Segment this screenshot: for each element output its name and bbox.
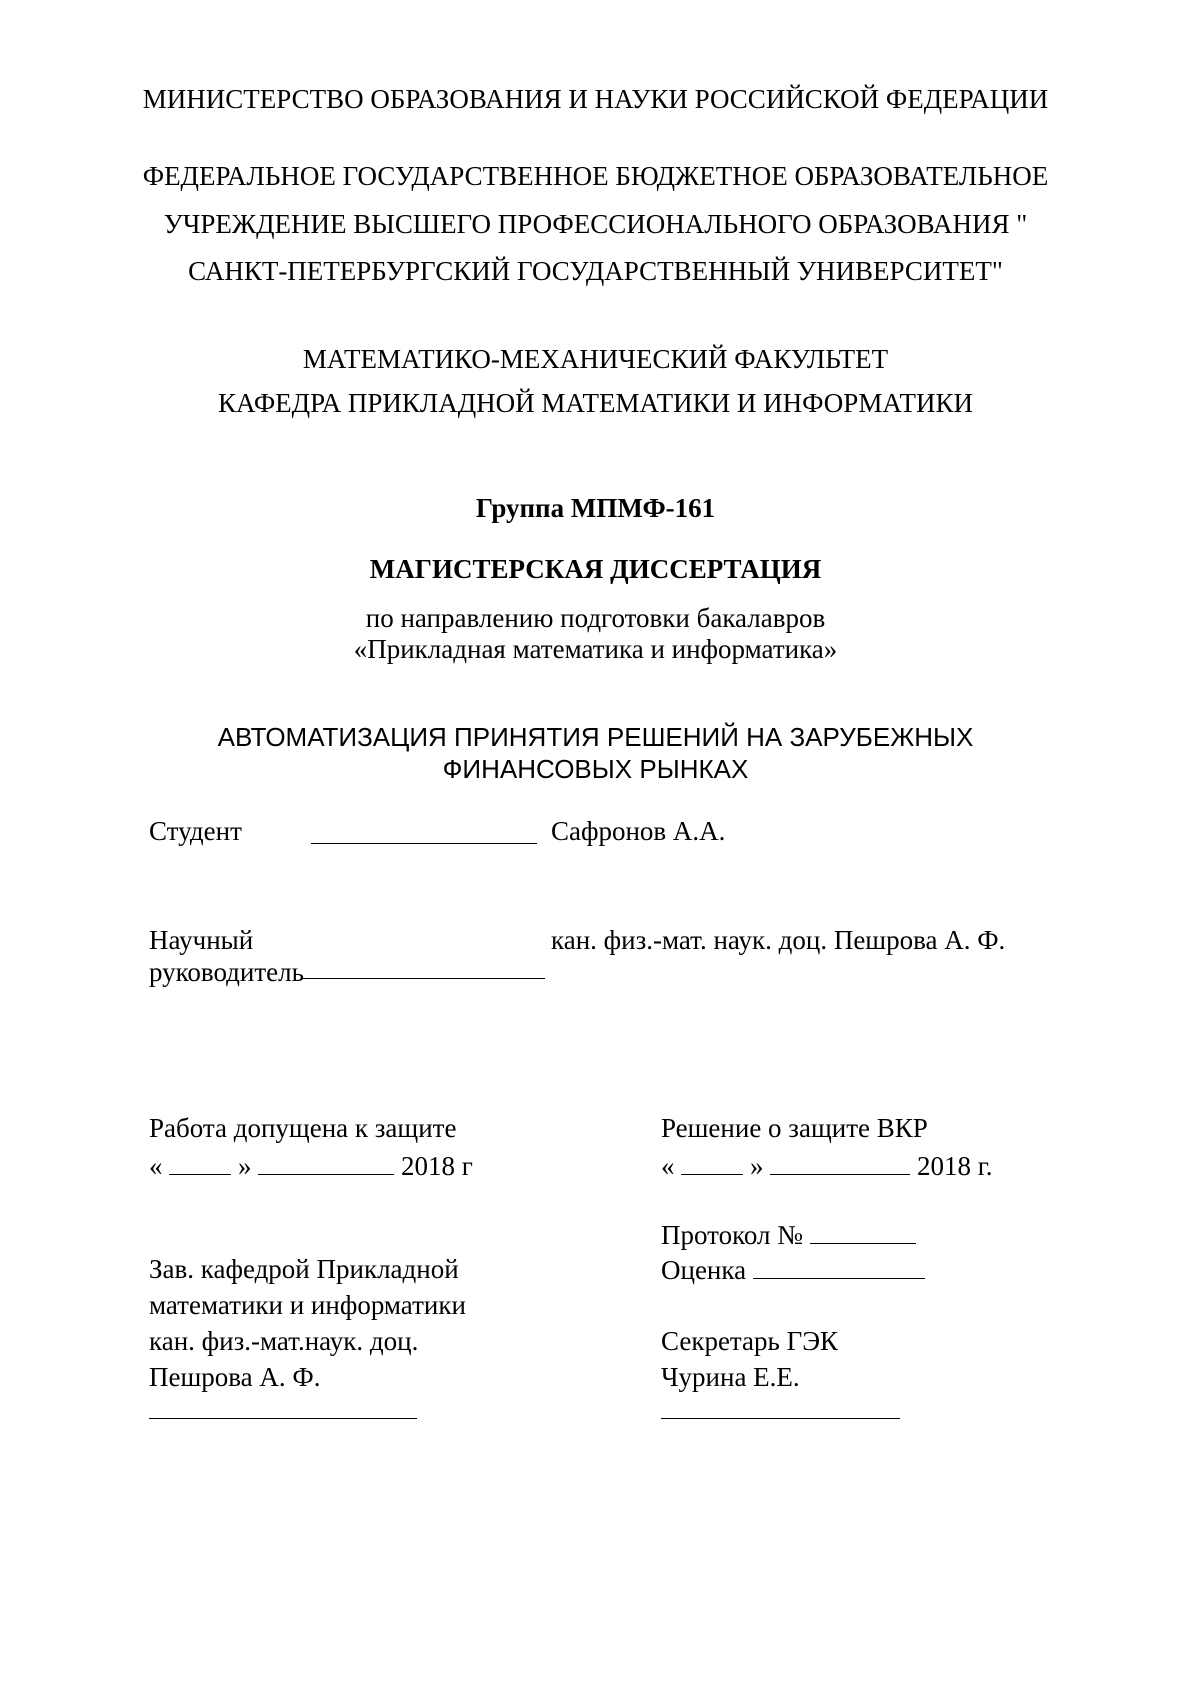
secretary-signature-line — [661, 1418, 900, 1419]
grade-field — [661, 1256, 925, 1284]
institution-line-3: САНКТ-ПЕТЕРБУРГСКИЙ ГОСУДАРСТВЕННЫЙ УНИВЕРСИТЕТ" — [188, 256, 1003, 286]
head-of-department-name: Пешрова А. Ф. — [149, 1362, 321, 1392]
group-label: Группа МПМФ-161 — [475, 493, 716, 523]
supervisor-signature-line — [303, 978, 545, 979]
admission-day-blank — [169, 1152, 231, 1175]
protocol-label: Протокол № — [661, 1220, 803, 1250]
supervisor-name: кан. физ.-мат. наук. доц. Пешрова А. Ф. — [551, 925, 1006, 955]
head-of-department-line-3: кан. физ.-мат.наук. доц. — [149, 1326, 419, 1356]
decision-date — [661, 1152, 993, 1180]
admission-date — [149, 1152, 473, 1180]
institution-line-2: УЧРЕЖДЕНИЕ ВЫСШЕГО ПРОФЕССИОНАЛЬНОГО ОБРАЗОВАНИЯ " — [163, 209, 1028, 239]
admission-month-blank — [258, 1152, 394, 1175]
supervisor-label-line-1: Научный — [149, 925, 254, 955]
direction-line-2: «Прикладная математика и информатика» — [353, 634, 838, 664]
head-of-department-line-2: математики и информатики — [149, 1290, 466, 1320]
admission-open-quote: « — [149, 1151, 163, 1181]
thesis-title-line-2: ФИНАНСОВЫХ РЫНКАХ — [442, 754, 749, 784]
student-name: Сафронов А.А. — [551, 816, 726, 846]
student-signature-line — [311, 843, 537, 844]
thesis-type: МАГИСТЕРСКАЯ ДИССЕРТАЦИЯ — [369, 554, 822, 584]
grade-blank — [753, 1256, 925, 1279]
secretary-label: Секретарь ГЭК — [661, 1326, 839, 1356]
grade-label: Оценка — [661, 1255, 747, 1285]
department-heading: КАФЕДРА ПРИКЛАДНОЙ МАТЕМАТИКИ И ИНФОРМАТИКИ — [218, 388, 973, 418]
thesis-title-line-1: АВТОМАТИЗАЦИЯ ПРИНЯТИЯ РЕШЕНИЙ НА ЗАРУБЕЖНЫХ — [217, 722, 974, 752]
decision-day-blank — [681, 1152, 743, 1175]
admission-year: 2018 г — [401, 1151, 473, 1181]
student-label: Студент — [149, 816, 242, 846]
protocol-number-blank — [810, 1221, 916, 1244]
decision-month-blank — [770, 1152, 910, 1175]
decision-open-quote: « — [661, 1151, 675, 1181]
head-signature-line — [149, 1418, 417, 1419]
protocol-field — [661, 1221, 916, 1249]
ministry-heading: МИНИСТЕРСТВО ОБРАЗОВАНИЯ И НАУКИ РОССИЙСКОЙ ФЕДЕРАЦИИ — [142, 84, 1049, 114]
decision-close-quote: » — [750, 1151, 764, 1181]
direction-line-1: по направлению подготовки бакалавров — [365, 603, 826, 633]
head-of-department-line-1: Зав. кафедрой Прикладной — [149, 1254, 459, 1284]
institution-line-1: ФЕДЕРАЛЬНОЕ ГОСУДАРСТВЕННОЕ БЮДЖЕТНОЕ ОБРАЗОВАТЕЛЬНОЕ — [142, 161, 1049, 191]
decision-label: Решение о защите ВКР — [661, 1113, 928, 1143]
admission-label: Работа допущена к защите — [149, 1113, 457, 1143]
secretary-name: Чурина Е.Е. — [661, 1362, 800, 1392]
faculty-heading: МАТЕМАТИКО-МЕХАНИЧЕСКИЙ ФАКУЛЬТЕТ — [302, 344, 889, 374]
supervisor-label-line-2: руководитель — [149, 957, 304, 987]
decision-year: 2018 г. — [917, 1151, 993, 1181]
admission-close-quote: » — [238, 1151, 252, 1181]
